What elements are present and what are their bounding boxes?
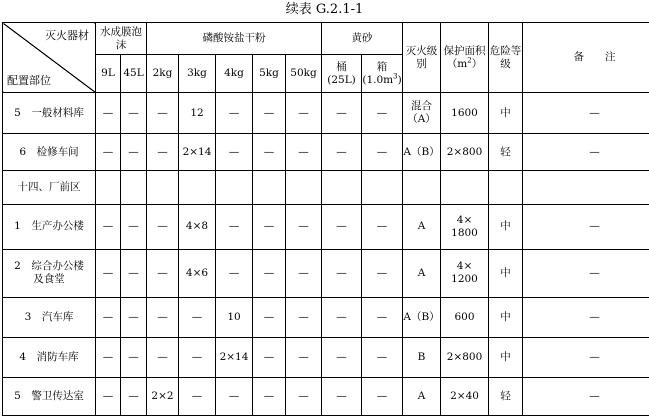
table-row bbox=[3, 205, 649, 249]
table-caption: 续表 G.2.1-1 bbox=[285, 2, 364, 17]
cell-foam-9l: — bbox=[96, 205, 121, 249]
empty-cell bbox=[286, 171, 322, 205]
cell-area: 2×800 bbox=[441, 337, 489, 377]
header-area-text: 保护面积（m bbox=[443, 44, 486, 70]
empty-cell bbox=[322, 171, 362, 205]
cell-p3: 4×8 bbox=[179, 205, 216, 249]
cell-p50: — bbox=[286, 297, 322, 337]
cell-area: 600 bbox=[441, 297, 489, 337]
cell-fire-class: A（B） bbox=[403, 134, 441, 171]
empty-cell bbox=[403, 171, 441, 205]
cell-bucket: — bbox=[322, 377, 362, 415]
cell-remarks: — bbox=[523, 93, 649, 134]
header-sand-box-label: 箱 bbox=[376, 60, 388, 73]
cell-bucket: — bbox=[322, 205, 362, 249]
header-sand-box-sup: 3 bbox=[393, 72, 398, 81]
empty-cell bbox=[216, 171, 253, 205]
table-row bbox=[3, 134, 649, 171]
row-label: 4 消防车库 bbox=[3, 337, 96, 377]
header-location-label: 配置部位 bbox=[7, 74, 51, 88]
empty-cell bbox=[441, 171, 489, 205]
cell-bucket: — bbox=[322, 93, 362, 134]
header-powder: 磷酸铵盐干粉 bbox=[147, 23, 322, 55]
header-sand-box-close: ) bbox=[397, 73, 402, 86]
cell-p3: 12 bbox=[179, 93, 216, 134]
cell-bucket: — bbox=[322, 337, 362, 377]
cell-foam-9l: — bbox=[96, 249, 121, 297]
empty-cell bbox=[362, 171, 403, 205]
fire-extinguisher-table bbox=[2, 22, 649, 416]
cell-remarks: — bbox=[523, 249, 649, 297]
cell-p5: — bbox=[253, 297, 286, 337]
cell-p50: — bbox=[286, 337, 322, 377]
cell-p50: — bbox=[286, 134, 322, 171]
cell-remarks: — bbox=[523, 205, 649, 249]
header-area bbox=[441, 23, 489, 93]
cell-p4: — bbox=[216, 134, 253, 171]
table-row bbox=[3, 337, 649, 377]
cell-remarks: — bbox=[523, 297, 649, 337]
cell-p2: — bbox=[147, 249, 179, 297]
table-row bbox=[3, 93, 649, 134]
cell-p4: 10 bbox=[216, 297, 253, 337]
empty-cell bbox=[489, 171, 523, 205]
cell-foam-9l: — bbox=[96, 297, 121, 337]
cell-p4: — bbox=[216, 377, 253, 415]
row-label: 1 生产办公楼 bbox=[3, 205, 96, 249]
cell-foam-45l: — bbox=[121, 377, 147, 415]
header-hazard: 危险等级 bbox=[489, 23, 523, 93]
cell-hazard: 中 bbox=[489, 205, 523, 249]
cell-box: — bbox=[362, 297, 403, 337]
cell-foam-9l: — bbox=[96, 377, 121, 415]
cell-hazard: 中 bbox=[489, 93, 523, 134]
header-sand-box-unit: (1.0m bbox=[362, 73, 394, 86]
empty-cell bbox=[253, 171, 286, 205]
cell-p5: — bbox=[253, 377, 286, 415]
header-foam: 水成膜泡沫 bbox=[96, 23, 147, 55]
fire-class-text: 混合 bbox=[411, 100, 433, 113]
empty-cell bbox=[523, 171, 649, 205]
cell-p3: 4×6 bbox=[179, 249, 216, 297]
cell-p2: — bbox=[147, 205, 179, 249]
header-powder-3kg: 3kg bbox=[179, 55, 216, 93]
cell-area: 2×800 bbox=[441, 134, 489, 171]
cell-p3: — bbox=[179, 337, 216, 377]
empty-cell bbox=[121, 171, 147, 205]
header-fire-class: 灭火级别 bbox=[403, 23, 441, 93]
cell-box: — bbox=[362, 205, 403, 249]
section-row bbox=[3, 171, 649, 205]
header-sand-bucket bbox=[322, 55, 362, 93]
header-sand-box bbox=[362, 55, 403, 93]
cell-hazard: 中 bbox=[489, 337, 523, 377]
empty-cell bbox=[147, 171, 179, 205]
cell-p3: 2×14 bbox=[179, 134, 216, 171]
cell-p4: — bbox=[216, 93, 253, 134]
header-area-close: ） bbox=[471, 57, 483, 70]
cell-p50: — bbox=[286, 249, 322, 297]
cell-p2: 2×2 bbox=[147, 377, 179, 415]
cell-area bbox=[441, 249, 489, 297]
fire-class-sub: （A） bbox=[407, 113, 436, 126]
row-label: 3 汽车库 bbox=[3, 297, 96, 337]
cell-p5: — bbox=[253, 205, 286, 249]
diagonal-header-cell bbox=[3, 23, 96, 93]
header-powder-5kg: 5kg bbox=[253, 55, 286, 93]
cell-foam-45l: — bbox=[121, 337, 147, 377]
cell-p5: — bbox=[253, 134, 286, 171]
cell-p5: — bbox=[253, 337, 286, 377]
cell-box: — bbox=[362, 337, 403, 377]
cell-p5: — bbox=[253, 93, 286, 134]
cell-foam-45l: — bbox=[121, 134, 147, 171]
cell-p4: — bbox=[216, 249, 253, 297]
header-sand-bucket-label: 桶 bbox=[336, 60, 347, 73]
cell-foam-45l: — bbox=[121, 205, 147, 249]
cell-p2: — bbox=[147, 134, 179, 171]
header-sand: 黄砂 bbox=[322, 23, 403, 55]
cell-bucket: — bbox=[322, 134, 362, 171]
area-multiplier: 4× bbox=[456, 260, 473, 273]
cell-fire-class: A bbox=[403, 249, 441, 297]
cell-foam-45l: — bbox=[121, 249, 147, 297]
section-label: 十四、厂前区 bbox=[3, 171, 96, 205]
cell-area: 2×40 bbox=[441, 377, 489, 415]
cell-fire-class: A bbox=[403, 205, 441, 249]
cell-p2: — bbox=[147, 93, 179, 134]
cell-hazard: 中 bbox=[489, 297, 523, 337]
cell-area: 1600 bbox=[441, 93, 489, 134]
cell-fire-class bbox=[403, 93, 441, 134]
row-label-line1: 2 综合办公楼 bbox=[14, 260, 84, 273]
cell-p2: — bbox=[147, 297, 179, 337]
cell-remarks: — bbox=[523, 134, 649, 171]
cell-remarks: — bbox=[523, 377, 649, 415]
cell-p4: 2×14 bbox=[216, 337, 253, 377]
cell-remarks: — bbox=[523, 337, 649, 377]
cell-foam-45l: — bbox=[121, 297, 147, 337]
header-powder-50kg: 50kg bbox=[286, 55, 322, 93]
cell-p3: — bbox=[179, 297, 216, 337]
cell-fire-class: A（B） bbox=[403, 297, 441, 337]
table-row bbox=[3, 297, 649, 337]
cell-box: — bbox=[362, 93, 403, 134]
table-row bbox=[3, 249, 649, 297]
cell-fire-class: B bbox=[403, 337, 441, 377]
cell-foam-9l: — bbox=[96, 93, 121, 134]
row-label bbox=[3, 249, 96, 297]
cell-hazard: 中 bbox=[489, 249, 523, 297]
cell-area bbox=[441, 205, 489, 249]
cell-fire-class: A bbox=[403, 377, 441, 415]
cell-p2: — bbox=[147, 337, 179, 377]
header-remarks: 备 注 bbox=[523, 23, 649, 93]
cell-foam-9l: — bbox=[96, 134, 121, 171]
area-multiplier: 4× bbox=[456, 213, 473, 226]
header-foam-45l: 45L bbox=[121, 55, 147, 93]
empty-cell bbox=[96, 171, 121, 205]
table-row bbox=[3, 377, 649, 415]
cell-p50: — bbox=[286, 93, 322, 134]
cell-p50: — bbox=[286, 205, 322, 249]
row-label: 6 检修车间 bbox=[3, 134, 96, 171]
empty-cell bbox=[179, 171, 216, 205]
area-value: 1800 bbox=[451, 226, 478, 239]
cell-box: — bbox=[362, 134, 403, 171]
cell-hazard: 轻 bbox=[489, 377, 523, 415]
cell-p5: — bbox=[253, 249, 286, 297]
cell-box: — bbox=[362, 377, 403, 415]
cell-bucket: — bbox=[322, 297, 362, 337]
cell-p4: — bbox=[216, 205, 253, 249]
cell-foam-45l: — bbox=[121, 93, 147, 134]
header-sand-bucket-unit: (25L) bbox=[327, 73, 356, 86]
header-powder-2kg: 2kg bbox=[147, 55, 179, 93]
row-label: 5 一般材料库 bbox=[3, 93, 96, 134]
cell-foam-9l: — bbox=[96, 337, 121, 377]
row-label-line2: 及食堂 bbox=[33, 273, 65, 286]
header-foam-9l: 9L bbox=[96, 55, 121, 93]
header-area-sup: 2 bbox=[467, 56, 472, 65]
header-powder-4kg: 4kg bbox=[216, 55, 253, 93]
row-label: 5 警卫传达室 bbox=[3, 377, 96, 415]
cell-hazard: 轻 bbox=[489, 134, 523, 171]
cell-p50: — bbox=[286, 377, 322, 415]
cell-p3: — bbox=[179, 377, 216, 415]
cell-box: — bbox=[362, 249, 403, 297]
cell-bucket: — bbox=[322, 249, 362, 297]
area-value: 1200 bbox=[451, 273, 478, 286]
header-extinguisher-label: 灭火器材 bbox=[45, 29, 89, 42]
